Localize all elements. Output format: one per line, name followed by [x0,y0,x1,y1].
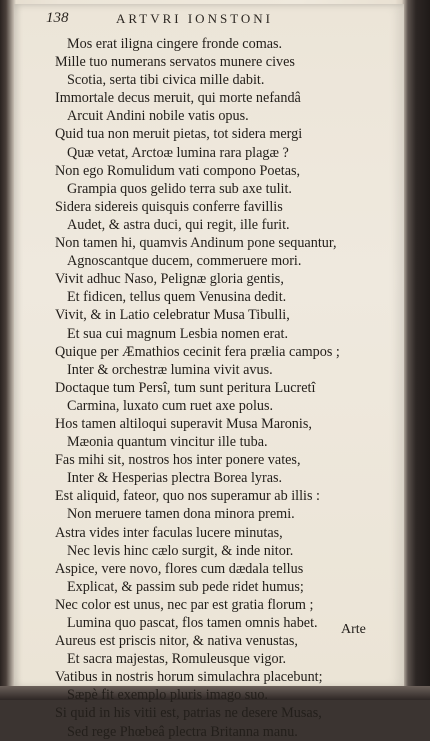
verse-line: Mos erat iligna cingere fronde comas. [67,36,283,52]
verse-line: Non meruere tamen dona minora premi. [67,506,295,523]
verse-line: Nec levis hinc cælo surgit, & inde nitor. [67,542,294,559]
verse-line: Audet, & astra duci, qui regit, ille furit. [67,216,290,233]
verse-line: Arcuit Andini nobile vatis opus. [67,108,249,125]
verse-line: Si quid in his vitii est, patrias ne desere Musas, [55,705,322,722]
verse-line: Scotia, serta tibi civica mille dabit. [67,72,265,89]
verse-line: Agnoscantque ducem, commeruere mori. [67,253,302,270]
verse-line: Et fidicen, tellus quem Venusina dedit. [67,289,287,306]
verse-line: Carmina, luxato cum ruet axe polus. [67,397,274,414]
verse-line: Non ego Romulidum vati compono Poetas, [55,162,301,179]
verse-line: Doctaque tum Persî, tum sunt peritura Lucretî [55,379,316,396]
verse-line: Mæonia quantum vincitur ille tuba. [67,434,268,451]
verse-line: Vivit adhuc Naso, Pelignæ gloria gentis, [55,271,284,288]
catchword: Arte [341,622,366,637]
verse-line: Non tamen hi, quamvis Andinum pone sequantur, [55,235,337,252]
verse-line: Explicat, & passim sub pede ridet humus; [67,578,304,595]
verse-line: Immortale decus meruit, qui morte nefandâ [55,90,301,107]
verse-line: Et sacra majestas, Romuleusque vigor. [67,651,287,668]
page-number: 138 [46,10,69,26]
page-header [46,10,386,28]
verse-line: Quid tua non meruit pietas, tot sidera mergi [55,126,303,143]
verse-line: Quique per Æmathios cecinit fera prælia campos ; [55,343,340,360]
verse-line: Inter & orchestræ lumina vivit avus. [67,361,273,378]
verse-line: Vivit, & in Latio celebratur Musa Tibulli, [55,307,290,324]
verse-line: Sidera sidereis quisquis conferre favillis [55,198,283,215]
running-head: ARTVRI IONSTONI [116,11,274,26]
verse-line: Vatibus in nostris horum simulachra placebunt; [55,669,323,686]
verse-line: Et sua cui magnum Lesbia nomen erat. [67,325,289,342]
verse-line: Aspice, vere novo, flores cum dædala tellus [55,560,304,577]
verse-line: Grampia quos gelido terra sub axe tulit. [67,180,292,197]
verse-line: Est aliquid, fateor, quo nos superamur ab illis : [55,488,321,505]
verse-line: Aureus est priscis nitor, & nativa venustas, [55,633,298,650]
verse-body [55,35,385,741]
verse-line: Astra vides inter faculas lucere minutas, [55,524,283,541]
verse-line: Fas mihi sit, nostros hos inter ponere vates, [55,452,301,469]
verse-line: Sed rege Phœbeâ plectra Britanna manu. [67,723,298,740]
verse-line: Inter & Hesperias plectra Borea lyras. [67,470,283,487]
verse-line: Mille tuo numerans servatos munere cives [55,54,295,71]
verse-line: Lumina quo pascat, flos tamen omnis habet. [67,615,318,631]
verse-line: Quæ vetat, Arctoæ lumina rara plagæ ? [67,144,289,161]
verse-line: Nec color est unus, nec par est gratia florum ; [55,596,314,613]
verse-line: Hos tamen altiloqui superavit Musa Maronis, [55,415,312,432]
verse-line: Sæpè fit exemplo pluris imago suo. [67,687,268,704]
